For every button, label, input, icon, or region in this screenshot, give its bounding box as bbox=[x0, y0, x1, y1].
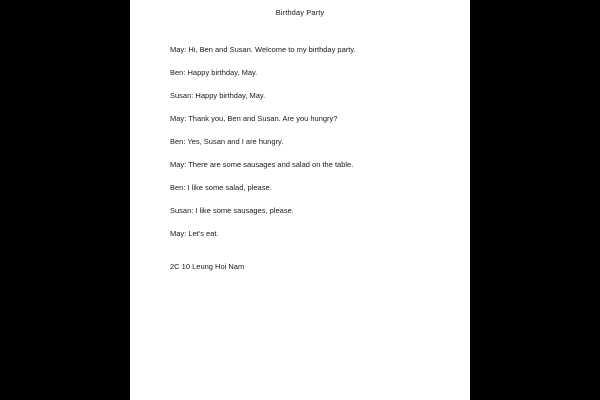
dialogue-line: May: There are some sausages and salad on the table. bbox=[170, 160, 354, 169]
dialogue-line: May: Let's eat. bbox=[170, 229, 219, 238]
dialogue-line: Ben: Yes, Susan and I are hungry. bbox=[170, 137, 284, 146]
dialogue-body bbox=[130, 45, 470, 238]
dialogue-line: May: Thank you, Ben and Susan. Are you hungry? bbox=[170, 114, 338, 123]
dialogue-line: Ben: I like some salad, please. bbox=[170, 183, 272, 192]
author-signature: 2C 10 Leung Hoi Nam bbox=[170, 262, 245, 271]
dialogue-line: Susan: I like some sausages, please. bbox=[170, 206, 294, 215]
dialogue-line: May: Hi, Ben and Susan. Welcome to my birthday party. bbox=[170, 45, 356, 54]
document-page bbox=[130, 0, 470, 400]
page-title: Birthday Party bbox=[275, 8, 325, 17]
dialogue-line: Susan: Happy birthday, May. bbox=[170, 91, 266, 100]
dialogue-line: Ben: Happy birthday, May. bbox=[170, 68, 258, 77]
